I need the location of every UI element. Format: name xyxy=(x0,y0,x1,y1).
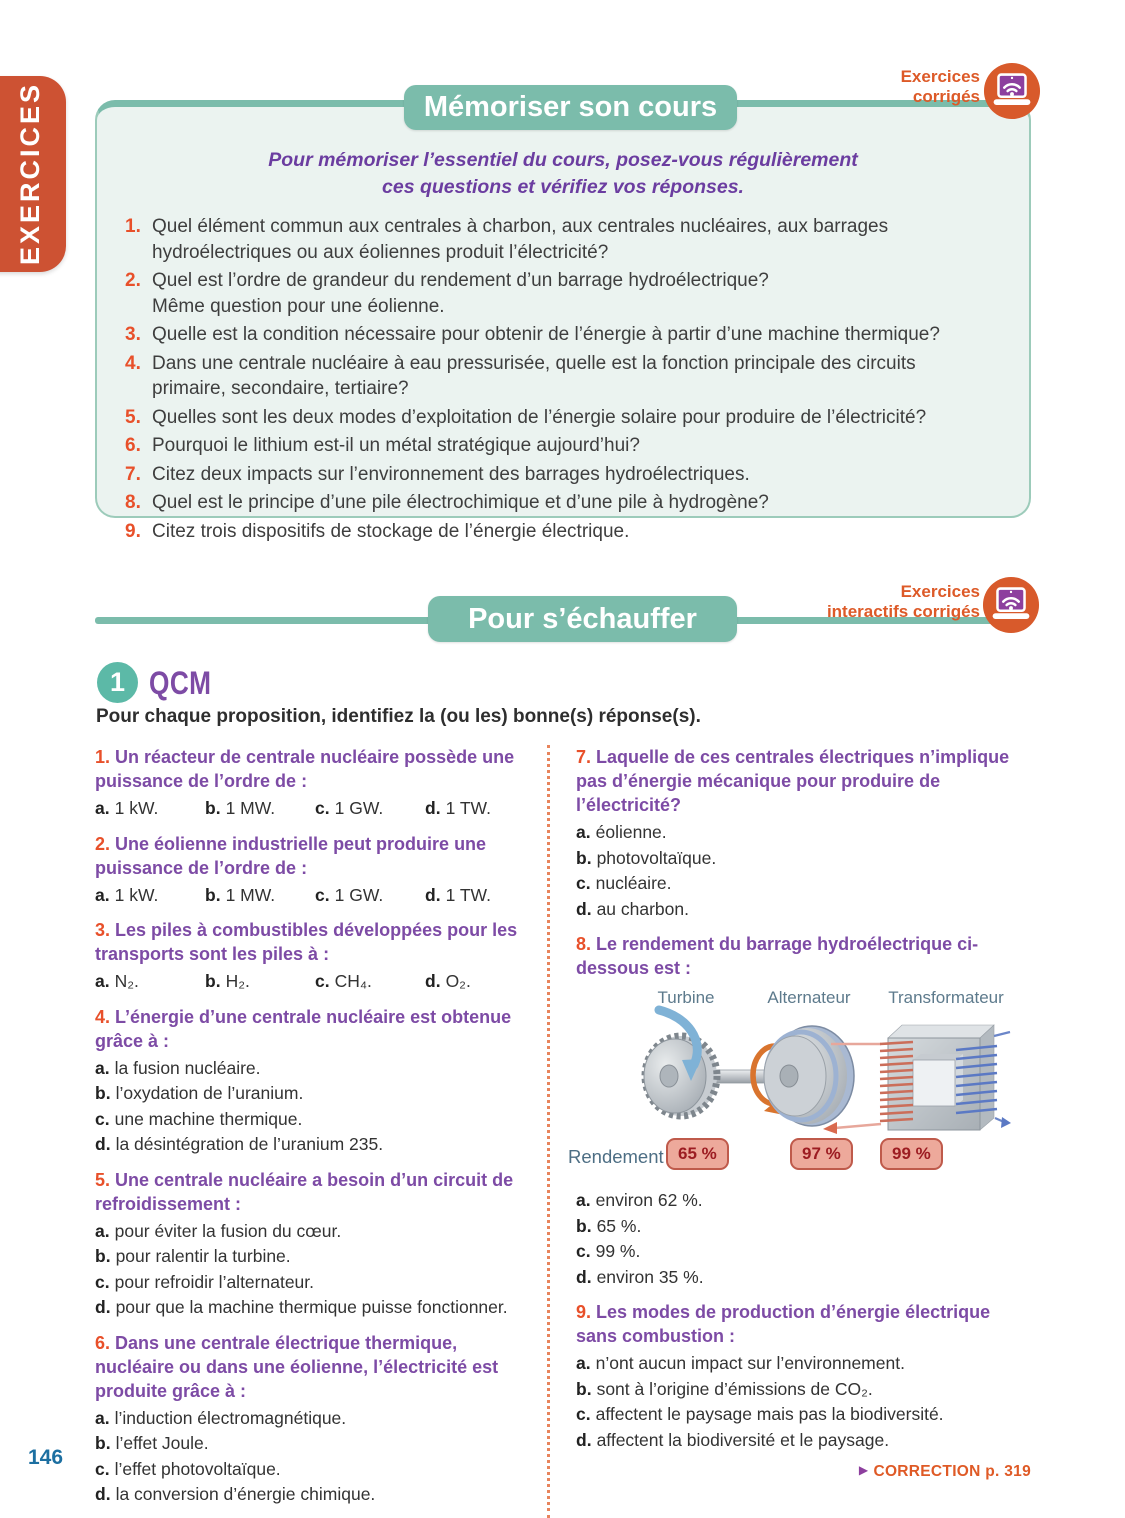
question-text: Quel élément commun aux centrales à charbon, aux centrales nucléaires, aux barrages hydroélectriques ou aux éoliennes produit l’électricité? xyxy=(152,216,889,263)
qcm-question xyxy=(576,1300,1031,1452)
option-text: environ 35 %. xyxy=(596,1266,704,1287)
memoriser-question-list xyxy=(97,214,1029,544)
option-text: la conversion d’énergie chimique. xyxy=(115,1484,376,1504)
option-text: une machine thermique. xyxy=(114,1108,303,1129)
option-letter: b. xyxy=(576,847,592,868)
qcm-option xyxy=(95,1244,535,1269)
option-text: n’ont aucun impact sur l’environnement. xyxy=(595,1353,905,1373)
page-number: 146 xyxy=(28,1446,64,1469)
option-letter: a. xyxy=(95,1220,110,1241)
exercices-interactifs-corriges-link[interactable]: Exercices interactifs corrigés xyxy=(826,582,980,621)
memoriser-question xyxy=(125,490,989,516)
qcm-question-title xyxy=(95,1005,535,1053)
option-text: 1 MW. xyxy=(225,798,276,818)
option-letter: c. xyxy=(576,1404,591,1424)
option-letter: d. xyxy=(576,1266,592,1287)
qcm-option xyxy=(95,1107,535,1132)
qcm-option xyxy=(576,1351,1031,1376)
qcm-option xyxy=(315,796,425,821)
option-letter: c. xyxy=(95,1458,110,1479)
option-text: sont à l’origine d’émissions de CO₂. xyxy=(596,1378,873,1399)
question-number: 3. xyxy=(95,920,116,940)
exercise-number-badge: 1 xyxy=(97,662,138,703)
correction-arrow-icon: ▶ xyxy=(858,1463,869,1477)
qcm-question-title xyxy=(95,832,535,880)
qcm-question xyxy=(95,918,535,994)
option-text: l’effet photovoltaïque. xyxy=(114,1458,281,1479)
qcm-question-title xyxy=(95,918,535,966)
qcm-option xyxy=(95,796,205,821)
qcm-options xyxy=(95,1219,535,1320)
qcm-option xyxy=(95,1219,535,1244)
option-letter: c. xyxy=(576,873,591,893)
option-letter: b. xyxy=(205,971,221,991)
option-text: pour ralentir la turbine. xyxy=(115,1246,291,1266)
qcm-option xyxy=(95,1295,535,1320)
qcm-option xyxy=(95,1056,535,1081)
option-text: éolienne. xyxy=(595,822,667,842)
qcm-option xyxy=(576,1265,1031,1290)
rendement-badge-transformateur: 99 % xyxy=(880,1138,943,1170)
memoriser-question xyxy=(125,519,989,545)
rendement-badge-turbine: 65 % xyxy=(666,1138,729,1170)
qcm-option xyxy=(95,969,205,994)
option-letter: d. xyxy=(576,898,592,919)
question-text: Quelles sont les deux modes d’exploitation de l’énergie solaire pour produire de l’électricité? xyxy=(152,406,927,428)
option-letter: c. xyxy=(95,1271,110,1292)
question-number: 8. xyxy=(576,934,597,954)
question-title-text: Les modes de production d’énergie électrique sans combustion : xyxy=(576,1302,991,1346)
memoriser-panel xyxy=(95,100,1031,542)
question-number: 2. xyxy=(125,270,141,291)
question-number: 2. xyxy=(95,833,116,854)
question-number: 1. xyxy=(95,747,116,767)
qcm-option xyxy=(576,1402,1031,1427)
option-letter: c. xyxy=(315,884,330,905)
qcm-options xyxy=(576,1351,1031,1452)
option-letter: c. xyxy=(315,798,330,818)
qcm-option xyxy=(315,883,425,908)
qcm-option xyxy=(576,1428,1031,1453)
question-number: 9. xyxy=(576,1302,597,1322)
option-text: l’oxydation de l’uranium. xyxy=(115,1083,304,1103)
option-letter: d. xyxy=(95,1484,111,1504)
option-text: 65 %. xyxy=(596,1215,642,1236)
question-text: Quel est le principe d’une pile électrochimique et d’une pile à hydrogène? xyxy=(152,492,769,513)
qcm-option xyxy=(576,897,1031,922)
option-letter: b. xyxy=(576,1378,592,1399)
qcm-option xyxy=(576,1239,1031,1264)
memoriser-intro-line2: ces questions et vérifiez vos réponses. xyxy=(382,176,744,198)
turbine-alternator-transformer-illustration xyxy=(621,1008,1011,1143)
question-title-text: Laquelle de ces centrales électriques n’implique pas d’énergie mécanique pour produire de l’électricité? xyxy=(576,747,1010,815)
qcm-option xyxy=(205,969,315,994)
question-number: 5. xyxy=(125,406,141,428)
option-letter: b. xyxy=(205,884,221,905)
qcm-question xyxy=(95,1331,535,1507)
qcm-question-title xyxy=(95,745,535,793)
qcm-options xyxy=(576,820,1031,921)
question-title-text: Dans une centrale électrique thermique, nucléaire ou dans une éolienne, l’électricité est produite grâce à : xyxy=(95,1332,499,1401)
side-tab-label: EXERCICES xyxy=(14,82,45,266)
qcm-options xyxy=(95,883,535,908)
memoriser-question xyxy=(125,405,989,431)
option-letter: a. xyxy=(576,1190,591,1210)
question-number: 1. xyxy=(125,216,141,237)
qcm-option xyxy=(315,969,425,994)
question-number: 6. xyxy=(125,435,141,456)
question-text: Citez trois dispositifs de stockage de l’énergie électrique. xyxy=(152,520,630,542)
qcm-option xyxy=(205,796,315,821)
memoriser-question xyxy=(125,322,989,348)
qcm-options xyxy=(95,796,535,821)
option-letter: b. xyxy=(95,1433,111,1453)
memoriser-intro-line1: Pour mémoriser l’essentiel du cours, posez-vous régulièrement xyxy=(268,149,858,171)
qcm-option xyxy=(576,846,1031,871)
qcm-option xyxy=(576,1214,1031,1239)
qcm-question xyxy=(568,932,1031,1289)
option-text: 1 GW. xyxy=(334,884,384,905)
option-text: 1 TW. xyxy=(445,798,491,818)
option-letter: a. xyxy=(576,822,591,842)
option-text: pour refroidir l’alternateur. xyxy=(114,1271,315,1292)
qcm-question xyxy=(95,832,535,908)
qcm-option xyxy=(425,883,535,908)
qcm-question-title xyxy=(576,1300,1031,1348)
option-letter: a. xyxy=(95,884,110,905)
qcm-options xyxy=(95,1406,535,1507)
option-text: nucléaire. xyxy=(595,873,672,893)
question-text: Pourquoi le lithium est-il un métal stratégique aujourd’hui? xyxy=(152,435,640,456)
question-number: 6. xyxy=(95,1332,116,1353)
diagram-label-alternateur: Alternateur xyxy=(767,988,851,1007)
exercise-header xyxy=(97,662,397,712)
option-text: l’effet Joule. xyxy=(115,1433,209,1453)
option-letter: d. xyxy=(425,798,441,818)
question-number: 7. xyxy=(125,463,141,485)
question-title-text: Une centrale nucléaire a besoin d’un circuit de refroidissement : xyxy=(95,1169,514,1214)
qcm-question xyxy=(95,1168,535,1320)
memoriser-section-title: Mémoriser son cours xyxy=(404,85,737,130)
qcm-option xyxy=(95,1406,535,1431)
option-text: 1 GW. xyxy=(334,798,384,818)
qcm-question-title xyxy=(576,932,1031,980)
option-text: CH₄. xyxy=(334,971,372,991)
memoriser-question xyxy=(125,433,989,459)
qcm-option xyxy=(425,796,535,821)
diagram-label-transformateur: Transformateur xyxy=(888,988,1004,1007)
rendement-badge-alternateur: 97 % xyxy=(790,1138,853,1170)
memoriser-question xyxy=(125,462,989,488)
option-text: pour éviter la fusion du cœur. xyxy=(114,1220,342,1241)
option-text: 1 TW. xyxy=(445,884,491,905)
option-text: l’induction électromagnétique. xyxy=(114,1407,347,1428)
question-title-text: L’énergie d’une centrale nucléaire est obtenue grâce à : xyxy=(95,1006,512,1051)
option-text: 1 kW. xyxy=(114,798,159,818)
qcm-options xyxy=(95,969,535,994)
qcm-question xyxy=(95,1005,535,1157)
option-text: environ 62 %. xyxy=(595,1190,703,1210)
option-letter: c. xyxy=(576,1241,591,1261)
qcm-option xyxy=(95,1132,535,1157)
qcm-question-title xyxy=(576,745,1031,817)
option-letter: b. xyxy=(95,1246,111,1266)
question-title-text: Les piles à combustibles développées pour les transports sont les piles à : xyxy=(95,920,518,964)
echauffer-section-title: Pour s’échauffer xyxy=(428,596,737,642)
rendement-label: Rendement xyxy=(568,1146,664,1167)
qcm-question-title xyxy=(95,1168,535,1216)
question-number: 5. xyxy=(95,1169,116,1190)
question-text: Citez deux impacts sur l’environnement des barrages hydroélectriques. xyxy=(152,463,750,485)
question-title-text: Le rendement du barrage hydroélectrique ci-dessous est : xyxy=(576,934,979,978)
qcm-option xyxy=(95,1270,535,1295)
option-letter: a. xyxy=(95,971,110,991)
question-number: 4. xyxy=(125,352,141,374)
option-letter: c. xyxy=(315,971,330,991)
qcm-column-right xyxy=(568,745,1031,1452)
qcm-option xyxy=(576,820,1031,845)
qcm-column-left xyxy=(95,745,547,1518)
option-text: affectent la biodiversité et le paysage. xyxy=(596,1429,890,1450)
diagram-label-turbine: Turbine xyxy=(657,988,715,1007)
question-text: Quelle est la condition nécessaire pour obtenir de l’énergie à partir d’une machine thermique? xyxy=(152,324,940,345)
qcm-option xyxy=(576,871,1031,896)
question-number: 9. xyxy=(125,520,141,542)
qcm-option xyxy=(95,883,205,908)
exercices-side-tab[interactable] xyxy=(0,76,66,272)
memoriser-question xyxy=(125,268,989,319)
option-text: pour que la machine thermique puisse fonctionner. xyxy=(115,1297,508,1317)
option-letter: d. xyxy=(95,1134,111,1154)
laptop-wifi-icon[interactable] xyxy=(982,576,1040,634)
option-letter: d. xyxy=(95,1297,111,1317)
qcm-question xyxy=(576,745,1031,921)
option-letter: a. xyxy=(576,1353,591,1373)
question-text: Dans une centrale nucléaire à eau pressurisée, quelle est la fonction principale des circuits primaire, secondaire, tertiaire? xyxy=(152,352,916,399)
laptop-wifi-icon[interactable] xyxy=(983,62,1041,120)
correction-reference[interactable]: ▶ CORRECTION p. 319 xyxy=(858,1463,1031,1480)
option-letter: d. xyxy=(425,884,441,905)
qcm-option xyxy=(95,1457,535,1482)
option-letter: a. xyxy=(95,798,110,818)
option-text: la fusion nucléaire. xyxy=(114,1057,261,1078)
qcm-columns xyxy=(95,745,1031,1518)
qcm-options xyxy=(576,1188,1031,1289)
option-text: O₂. xyxy=(445,971,471,991)
option-text: 99 %. xyxy=(595,1241,641,1261)
qcm-option xyxy=(576,1377,1031,1402)
qcm-option xyxy=(576,1188,1031,1213)
option-letter: b. xyxy=(95,1083,111,1103)
option-letter: d. xyxy=(576,1429,592,1450)
option-text: photovoltaïque. xyxy=(596,847,717,868)
option-text: N₂. xyxy=(114,971,139,991)
option-letter: c. xyxy=(95,1108,110,1129)
qcm-option xyxy=(95,1482,535,1507)
question-title-text: Une éolienne industrielle peut produire une puissance de l’ordre de : xyxy=(95,833,487,878)
question-title-text: Un réacteur de centrale nucléaire possède une puissance de l’ordre de : xyxy=(95,747,515,791)
qcm-options xyxy=(95,1056,535,1157)
option-text: H₂. xyxy=(225,971,250,991)
option-letter: b. xyxy=(205,798,221,818)
qcm-option xyxy=(95,1081,535,1106)
question-number: 4. xyxy=(95,1006,116,1027)
option-text: au charbon. xyxy=(596,898,689,919)
option-letter: a. xyxy=(95,1057,110,1078)
question-number: 8. xyxy=(125,492,141,513)
option-letter: a. xyxy=(95,1407,110,1428)
qcm-option xyxy=(425,969,535,994)
option-letter: d. xyxy=(425,971,441,991)
memoriser-question xyxy=(125,214,989,265)
question-number: 3. xyxy=(125,324,141,345)
qcm-column-right-wrap xyxy=(550,745,1031,1518)
qcm-option xyxy=(95,1431,535,1456)
qcm-instruction: Pour chaque proposition, identifiez la (ou les) bonne(s) réponse(s). xyxy=(96,706,701,727)
hydro-dam-diagram xyxy=(566,988,1014,1180)
qcm-question xyxy=(95,745,535,821)
option-text: 1 kW. xyxy=(114,884,159,905)
exercise-title: QCM xyxy=(149,665,212,701)
option-text: affectent le paysage mais pas la biodiversité. xyxy=(595,1404,944,1424)
question-number: 7. xyxy=(576,747,597,767)
option-text: 1 MW. xyxy=(225,884,276,905)
qcm-option xyxy=(205,883,315,908)
option-text: la désintégration de l’uranium 235. xyxy=(115,1134,384,1154)
exercices-corriges-link[interactable]: Exercices corrigés xyxy=(900,67,980,106)
qcm-question-title xyxy=(95,1331,535,1403)
option-letter: b. xyxy=(576,1215,592,1236)
question-text: Quel est l’ordre de grandeur du rendement d’un barrage hydroélectrique? Même question pour une éolienne. xyxy=(152,270,769,317)
memoriser-question xyxy=(125,351,989,402)
